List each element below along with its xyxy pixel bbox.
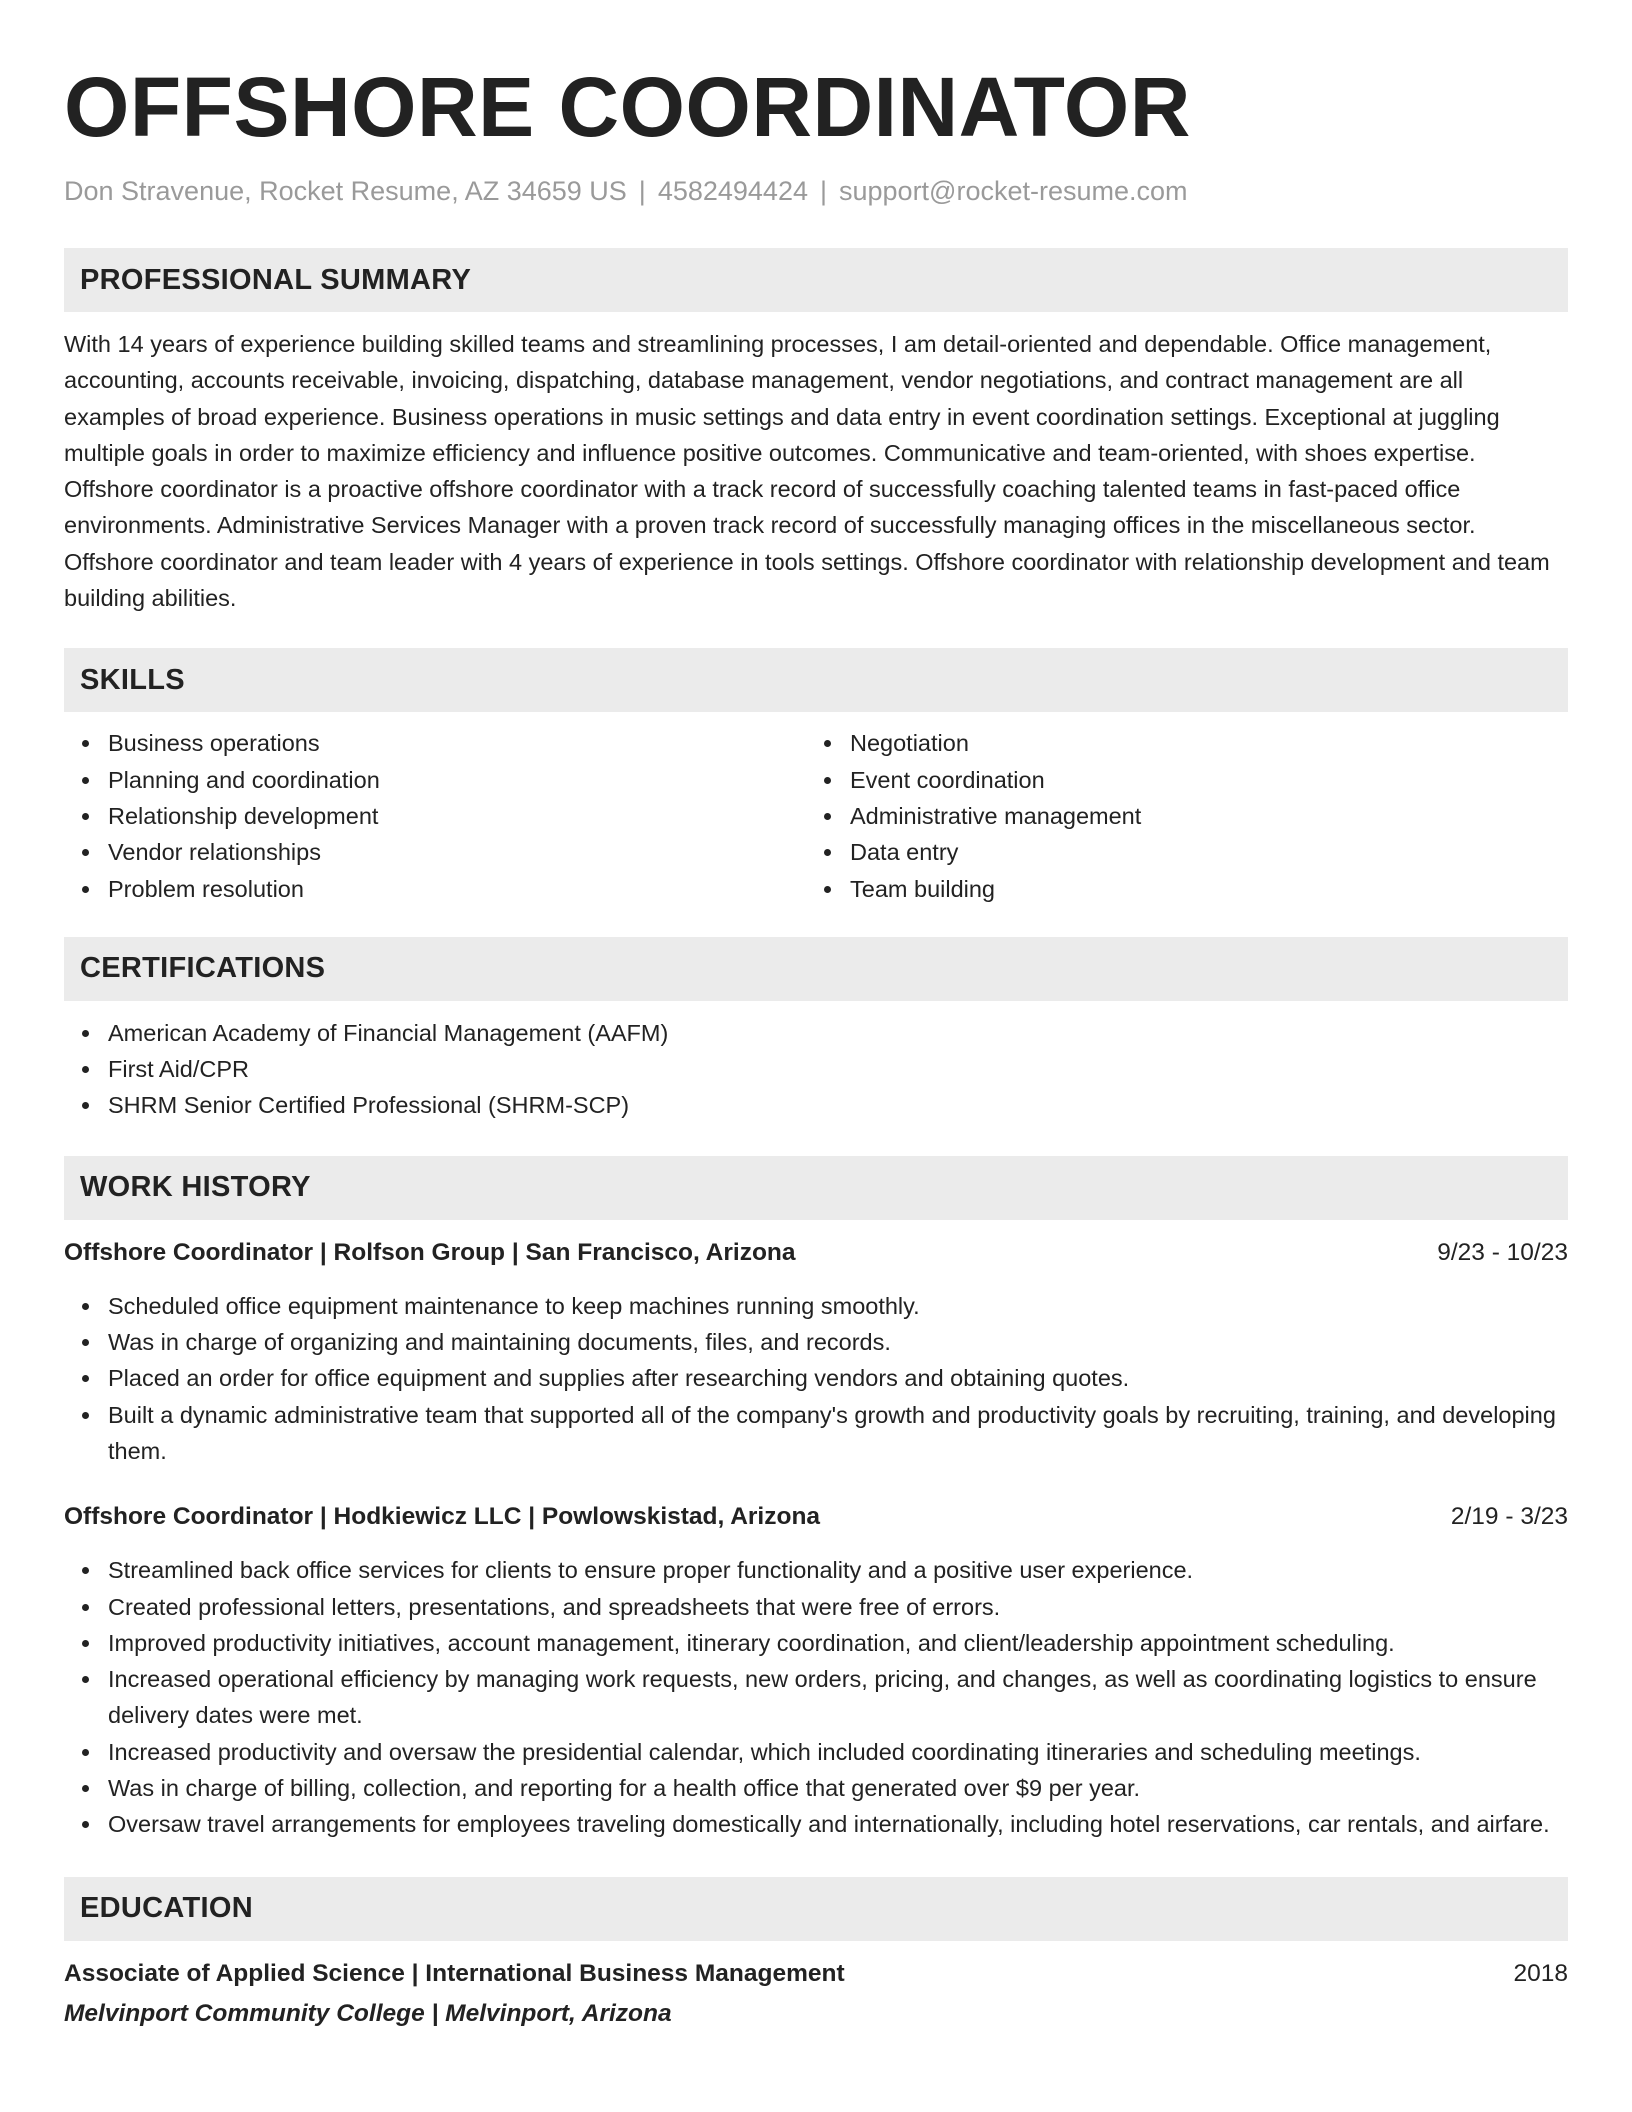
job-entry (64, 1236, 1568, 1469)
job-bullet: Increased productivity and oversaw the presidential calendar, which included coordinating itineraries and scheduling meetings. (64, 1734, 1568, 1770)
skill-item: Planning and coordination (64, 762, 806, 798)
resume-name: OFFSHORE COORDINATOR (64, 60, 1191, 154)
job-header (64, 1236, 1568, 1270)
certification-item: First Aid/CPR (64, 1051, 1568, 1087)
certification-item: SHRM Senior Certified Professional (SHRM-SCP) (64, 1087, 1568, 1123)
job-bullet: Oversaw travel arrangements for employees traveling domestically and internationally, including hotel reservations, car rentals, and airfare. (64, 1806, 1568, 1842)
job-bullets (64, 1552, 1568, 1842)
job-bullet: Was in charge of billing, collection, and reporting for a health office that generated over $9 per year. (64, 1770, 1568, 1806)
section-heading-skills: SKILLS (64, 648, 1568, 712)
education-year: 2018 (1513, 1959, 1568, 1987)
job-bullet: Scheduled office equipment maintenance to keep machines running smoothly. (64, 1288, 1568, 1324)
section-heading-certifications: CERTIFICATIONS (64, 937, 1568, 1001)
job-dates: 9/23 - 10/23 (1437, 1238, 1568, 1266)
skill-item: Negotiation (806, 725, 1548, 761)
job-title: Offshore Coordinator | Rolfson Group | San Francisco, Arizona (64, 1238, 796, 1266)
skill-item: Vendor relationships (64, 834, 806, 870)
skills-grid (64, 725, 1568, 906)
section-heading-education: EDUCATION (64, 1877, 1568, 1941)
certifications-list (64, 1015, 1568, 1124)
skill-item: Business operations (64, 725, 806, 761)
contact-separator: | (638, 176, 646, 206)
job-bullet: Placed an order for office equipment and supplies after researching vendors and obtaining quotes. (64, 1360, 1568, 1396)
summary-text: With 14 years of experience building skilled teams and streamlining processes, I am detail-oriented and dependable. Office management, accounting, accounts receivable, invoicing, dispatching, database management, vendor negotiations, and contract management are all examples of broad experience. Business operations in music settings and data entry in event coordination settings. Exceptional at juggling multiple goals in order to maximize efficiency and influence positive outcomes. Communicative and team-oriented, with shoes expertise. Offshore coordinator is a proactive offshore coordinator with a track record of successfully coaching talented teams in fast-paced office environments. Administrative Services Manager with a proven track record of successfully managing offices in the miscellaneous sector. Offshore coordinator and team leader with 4 years of experience in tools settings. Offshore coordinator with relationship development and team building abilities. (64, 331, 1550, 612)
education-entry (64, 1957, 1568, 2031)
contact-separator: | (819, 176, 827, 206)
skill-item: Problem resolution (64, 871, 806, 907)
resume-page (64, 58, 1568, 2031)
job-header (64, 1500, 1568, 1534)
skill-item: Team building (806, 871, 1548, 907)
job-bullet: Created professional letters, presentations, and spreadsheets that were free of errors. (64, 1589, 1568, 1625)
section-heading-work-history: WORK HISTORY (64, 1156, 1568, 1220)
contact-email: support@rocket-resume.com (839, 176, 1188, 206)
job-bullet: Built a dynamic administrative team that supported all of the company's growth and productivity goals by recruiting, training, and developing them. (64, 1397, 1568, 1470)
contact-address: Don Stravenue, Rocket Resume, AZ 34659 US (64, 176, 627, 206)
contact-phone: 4582494424 (657, 176, 808, 206)
skill-item: Relationship development (64, 798, 806, 834)
job-bullet: Improved productivity initiatives, account management, itinerary coordination, and client/leadership appointment scheduling. (64, 1625, 1568, 1661)
job-bullet: Increased operational efficiency by managing work requests, new orders, pricing, and changes, as well as coordinating logistics to ensure delivery dates were met. (64, 1661, 1568, 1734)
job-bullet: Was in charge of organizing and maintaining documents, files, and records. (64, 1324, 1568, 1360)
job-entry (64, 1500, 1568, 1842)
certification-item: American Academy of Financial Management (AAFM) (64, 1015, 1568, 1051)
education-school: Melvinport Community College | Melvinport, Arizona (64, 1999, 672, 2027)
skill-item: Data entry (806, 834, 1548, 870)
job-title: Offshore Coordinator | Hodkiewicz LLC | Powlowskistad, Arizona (64, 1503, 821, 1531)
job-bullet: Streamlined back office services for clients to ensure proper functionality and a positive user experience. (64, 1552, 1568, 1588)
education-degree: Associate of Applied Science | International Business Management (64, 1959, 845, 1987)
section-heading-summary: PROFESSIONAL SUMMARY (64, 248, 1568, 312)
education-header (64, 1957, 1568, 1991)
job-dates: 2/19 - 3/23 (1450, 1503, 1568, 1531)
job-bullets (64, 1288, 1568, 1469)
skills-column-left (64, 725, 806, 906)
skill-item: Event coordination (806, 762, 1548, 798)
contact-line (64, 174, 1568, 208)
skills-column-right (806, 725, 1548, 906)
skill-item: Administrative management (806, 798, 1548, 834)
